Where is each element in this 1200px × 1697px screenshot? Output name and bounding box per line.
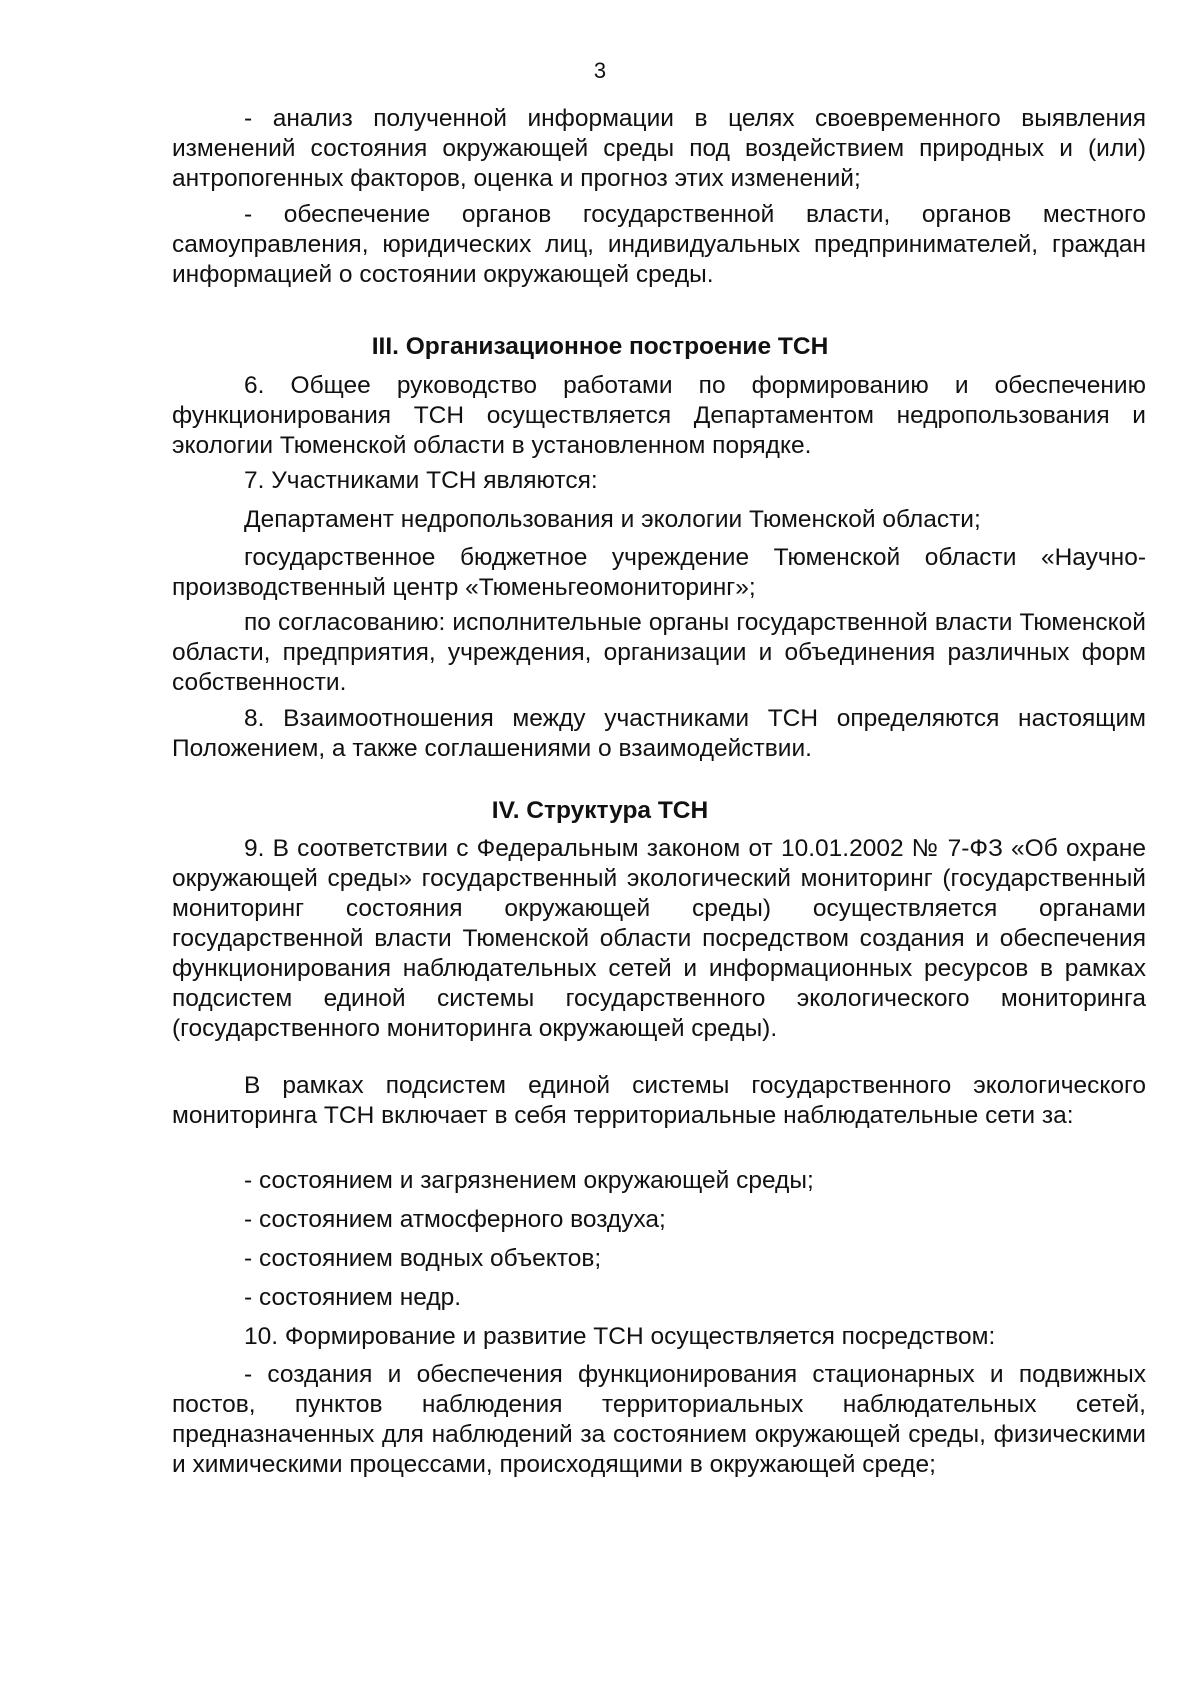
paragraph-text: по согласованию: исполнительные органы государственной власти Тюменской области, предприятия, учреждения, организации и объединения различных форм собственности. [172, 609, 1146, 696]
list-item: - состоянием атмосферного воздуха; [244, 1206, 666, 1233]
paragraph-text: - обеспечение органов государственной власти, органов местного самоуправления, юридических лиц, индивидуальных предпринимателей, граждан информацией о состоянии окружающей среды. [172, 201, 1146, 288]
paragraph-text: В рамках подсистем единой системы государственного экологического мониторинга ТСН включает в себя территориальные наблюдательные сети за: [172, 1072, 1146, 1129]
participant-gbu [172, 543, 1146, 603]
participant-department [172, 505, 1146, 535]
paragraph-9-subsystems [172, 1071, 1146, 1131]
list-item: - состоянием недр. [244, 1284, 462, 1311]
paragraph-text: Департамент недропользования и экологии Тюменской области; [244, 506, 981, 533]
paragraph-6 [172, 371, 1146, 461]
participant-by-agreement [172, 608, 1146, 698]
network-list-item [172, 1244, 1146, 1274]
paragraph-8 [172, 704, 1146, 764]
section-heading-structure: IV. Структура ТСН [491, 797, 709, 824]
section-heading-organization: III. Организационное построение ТСН [371, 333, 829, 360]
list-item: - состоянием водных объектов; [244, 1245, 602, 1272]
paragraph-text: 6. Общее руководство работами по формированию и обеспечению функционирования ТСН осуществляется Департаментом недропользования и экологии Тюменской области в установленном порядке. [172, 372, 1146, 459]
list-item: - состоянием и загрязнением окружающей среды; [244, 1167, 814, 1194]
paragraph-text: 8. Взаимоотношения между участниками ТСН определяются настоящим Положением, а также соглашениями о взаимодействии. [172, 705, 1146, 762]
paragraph-text: государственное бюджетное учреждение Тюменской области «Научно-производственный центр «Тюменьгеомониторинг»; [172, 544, 1146, 601]
paragraph-10 [172, 1322, 1146, 1352]
paragraph-text: - анализ полученной информации в целях своевременного выявления изменений состояния окружающей среды под воздействием природных и (или) антропогенных факторов, оценка и прогноз этих изменений; [172, 105, 1146, 192]
paragraph-text: 7. Участниками ТСН являются: [244, 467, 598, 494]
intro-paragraph-information [172, 200, 1146, 290]
network-list-item [172, 1283, 1146, 1313]
network-list-item [172, 1166, 1146, 1196]
paragraph-10-item [172, 1360, 1146, 1480]
paragraph-text: - создания и обеспечения функционирования стационарных и подвижных постов, пунктов наблюдения территориальных наблюдательных сетей, предназначенных для наблюдений за состоянием окружающей среды, физическими и химическими процессами, происходящими в окружающей среде; [172, 1361, 1146, 1478]
paragraph-text: 9. В соответствии с Федеральным законом от 10.01.2002 № 7-ФЗ «Об охране окружающей среды» государственный экологический мониторинг (государственный мониторинг состояния окружающей среды) осуществляется органами государственной власти Тюменской области посредством создания и обеспечения функционирования наблюдательных сетей и информационных ресурсов в рамках подсистем единой системы государственного экологического мониторинга (государственного мониторинга окружающей среды). [172, 835, 1146, 1042]
network-list-item [172, 1205, 1146, 1235]
paragraph-9 [172, 834, 1146, 1044]
paragraph-text: 10. Формирование и развитие ТСН осуществляется посредством: [244, 1323, 996, 1350]
intro-paragraph-analysis [172, 104, 1146, 194]
paragraph-7 [172, 466, 1146, 496]
page-number: 3 [593, 58, 607, 83]
